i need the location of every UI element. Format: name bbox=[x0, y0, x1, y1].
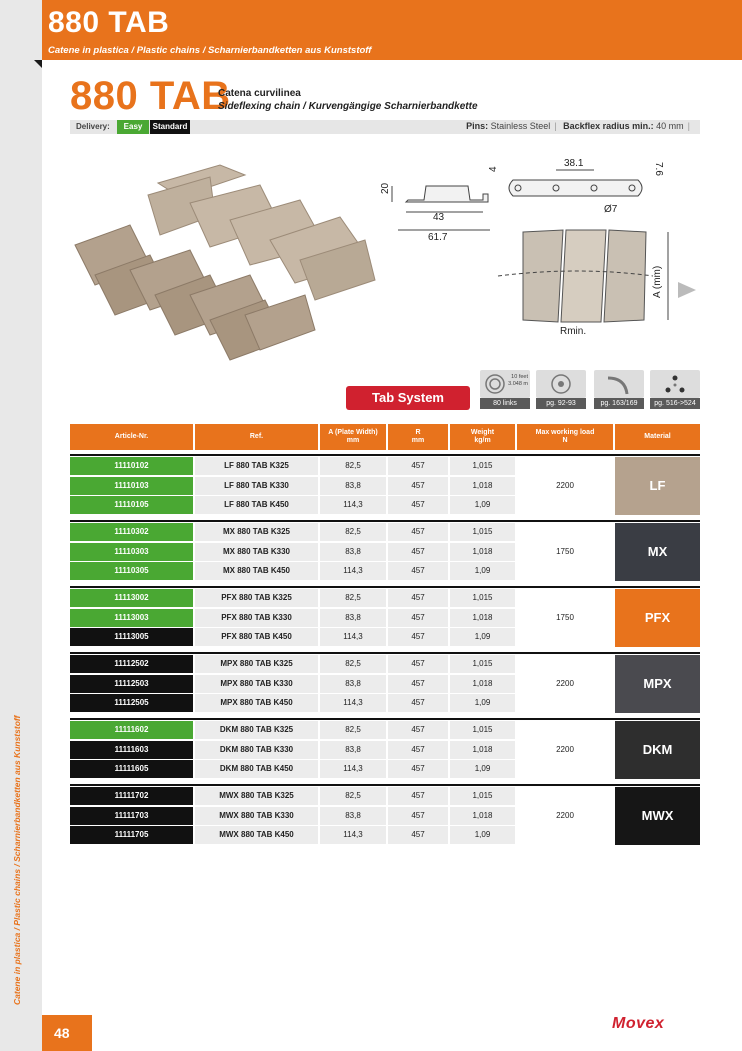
dim-38-1: 38.1 bbox=[564, 158, 584, 169]
weight-cell: 1,018 bbox=[450, 741, 515, 759]
chain-product-image bbox=[70, 155, 380, 380]
radius-cell: 457 bbox=[388, 760, 448, 778]
material-swatch: MWX bbox=[615, 787, 700, 845]
sprocket-icon bbox=[536, 370, 586, 398]
radius-cell: 457 bbox=[388, 741, 448, 759]
col-header-load bbox=[517, 424, 613, 450]
ref-cell: MX 880 TAB K330 bbox=[195, 543, 318, 561]
delivery-bar bbox=[70, 120, 700, 134]
plate-width-cell: 82,5 bbox=[320, 589, 386, 607]
material-swatch: MX bbox=[615, 523, 700, 581]
plate-width-cell: 82,5 bbox=[320, 457, 386, 475]
radius-cell: 457 bbox=[388, 721, 448, 739]
weight-cell: 1,018 bbox=[450, 807, 515, 825]
dim-20: 20 bbox=[380, 182, 391, 194]
delivery-label: Delivery: bbox=[76, 122, 110, 131]
backflex-label: Backflex radius min.: bbox=[563, 121, 654, 131]
ref-cell: MPX 880 TAB K450 bbox=[195, 694, 318, 712]
ref-cell: MX 880 TAB K450 bbox=[195, 562, 318, 580]
technical-drawings bbox=[378, 150, 708, 340]
material-swatch: DKM bbox=[615, 721, 700, 779]
weight-cell: 1,015 bbox=[450, 589, 515, 607]
plate-width-cell: 114,3 bbox=[320, 628, 386, 646]
article-number-cell: 11110302 bbox=[70, 523, 193, 541]
side-category-text: Catene in plastica / Plastic chains / Scharnierbandketten aus Kunststoff bbox=[12, 715, 22, 1005]
max-load-cell: 2200 bbox=[556, 679, 574, 688]
group-divider bbox=[70, 520, 700, 522]
radius-cell: 457 bbox=[388, 496, 448, 514]
weight-cell: 1,018 bbox=[450, 477, 515, 495]
article-number-cell: 11113003 bbox=[70, 609, 193, 627]
col-header-load-unit: N bbox=[562, 437, 568, 444]
radius-cell: 457 bbox=[388, 807, 448, 825]
col-header-weight-label: Weight bbox=[470, 429, 495, 436]
weight-cell: 1,015 bbox=[450, 787, 515, 805]
col-header-r bbox=[388, 424, 448, 450]
dim-o7: Ø7 bbox=[604, 204, 618, 215]
coil-note-feet: 10 feet bbox=[511, 374, 528, 380]
tab-system-badge: Tab System bbox=[346, 386, 470, 410]
sprocket-label: pg. 92-93 bbox=[536, 398, 586, 409]
col-header-article: Article-Nr. bbox=[70, 424, 193, 450]
article-number-cell: 11111603 bbox=[70, 741, 193, 759]
ref-cell: DKM 880 TAB K325 bbox=[195, 721, 318, 739]
col-header-load-label: Max working load bbox=[535, 429, 595, 436]
page-number: 48 bbox=[42, 1015, 92, 1051]
dim-4: 4 bbox=[488, 166, 499, 172]
article-number-cell: 11110103 bbox=[70, 477, 193, 495]
article-number-cell: 11111602 bbox=[70, 721, 193, 739]
header-subtitle: Catene in plastica / Plastic chains / Scharnierbandketten aus Kunststoff bbox=[48, 45, 372, 56]
weight-cell: 1,015 bbox=[450, 457, 515, 475]
pins-value: Stainless Steel bbox=[490, 121, 551, 131]
weight-cell: 1,018 bbox=[450, 543, 515, 561]
max-load-cell: 1750 bbox=[556, 547, 574, 556]
article-number-cell: 11111702 bbox=[70, 787, 193, 805]
radius-cell: 457 bbox=[388, 694, 448, 712]
article-number-cell: 11112505 bbox=[70, 694, 193, 712]
product-name-en: Sideflexing chain / Kurvengängige Scharnierbandkette bbox=[218, 101, 478, 112]
pins-label: Pins: bbox=[466, 121, 489, 131]
accessories-label: pg. 516->524 bbox=[650, 398, 700, 409]
curve-track-label: pg. 163/169 bbox=[594, 398, 644, 409]
accessories-icon bbox=[650, 370, 700, 398]
ref-cell: PFX 880 TAB K330 bbox=[195, 609, 318, 627]
article-number-cell: 11111703 bbox=[70, 807, 193, 825]
weight-cell: 1,018 bbox=[450, 675, 515, 693]
weight-cell: 1,015 bbox=[450, 523, 515, 541]
article-number-cell: 11110305 bbox=[70, 562, 193, 580]
plate-width-cell: 83,8 bbox=[320, 609, 386, 627]
plate-width-cell: 114,3 bbox=[320, 496, 386, 514]
radius-cell: 457 bbox=[388, 457, 448, 475]
dim-61-7: 61.7 bbox=[428, 232, 448, 243]
weight-cell: 1,015 bbox=[450, 721, 515, 739]
radius-cell: 457 bbox=[388, 562, 448, 580]
article-number-cell: 11110102 bbox=[70, 457, 193, 475]
ref-cell: MX 880 TAB K325 bbox=[195, 523, 318, 541]
ref-cell: DKM 880 TAB K330 bbox=[195, 741, 318, 759]
product-name-it: Catena curvilinea bbox=[218, 88, 301, 99]
radius-cell: 457 bbox=[388, 477, 448, 495]
group-divider bbox=[70, 718, 700, 720]
col-header-ref: Ref. bbox=[195, 424, 318, 450]
col-header-a bbox=[320, 424, 386, 450]
plate-width-cell: 82,5 bbox=[320, 655, 386, 673]
col-header-weight bbox=[450, 424, 515, 450]
ref-cell: MWX 880 TAB K450 bbox=[195, 826, 318, 844]
max-load-cell: 2200 bbox=[556, 745, 574, 754]
article-number-cell: 11111705 bbox=[70, 826, 193, 844]
plate-width-cell: 82,5 bbox=[320, 721, 386, 739]
radius-cell: 457 bbox=[388, 543, 448, 561]
article-number-cell: 11112503 bbox=[70, 675, 193, 693]
standard-badge: Standard bbox=[150, 120, 190, 134]
ref-cell: DKM 880 TAB K450 bbox=[195, 760, 318, 778]
ref-cell: MWX 880 TAB K325 bbox=[195, 787, 318, 805]
weight-cell: 1,018 bbox=[450, 609, 515, 627]
article-number-cell: 11112502 bbox=[70, 655, 193, 673]
ref-cell: LF 880 TAB K450 bbox=[195, 496, 318, 514]
dim-a: A (mm) bbox=[652, 265, 663, 298]
radius-cell: 457 bbox=[388, 523, 448, 541]
pins-info: Pins: Stainless Steel | Backflex radius min.: 40 mm | bbox=[466, 121, 690, 131]
col-header-a-label: A (Plate Width) bbox=[328, 429, 378, 436]
group-divider bbox=[70, 652, 700, 654]
plate-width-cell: 83,8 bbox=[320, 477, 386, 495]
plate-width-cell: 114,3 bbox=[320, 694, 386, 712]
ref-cell: MPX 880 TAB K325 bbox=[195, 655, 318, 673]
plate-width-cell: 83,8 bbox=[320, 741, 386, 759]
col-header-a-unit: mm bbox=[346, 437, 360, 444]
plate-width-cell: 83,8 bbox=[320, 543, 386, 561]
ref-cell: MWX 880 TAB K330 bbox=[195, 807, 318, 825]
plate-width-cell: 114,3 bbox=[320, 826, 386, 844]
coil-note-meters: 3.048 m bbox=[508, 381, 528, 387]
dim-7-6: 7.6 bbox=[653, 162, 664, 176]
col-header-r-unit: mm bbox=[411, 437, 425, 444]
movex-logo: Movex bbox=[612, 1015, 665, 1032]
radius-cell: 457 bbox=[388, 826, 448, 844]
group-divider bbox=[70, 454, 700, 456]
curve-track-icon bbox=[594, 370, 644, 398]
radius-cell: 457 bbox=[388, 675, 448, 693]
col-header-r-label: R bbox=[415, 429, 421, 436]
backflex-value: 40 mm bbox=[656, 121, 684, 131]
article-number-cell: 11113005 bbox=[70, 628, 193, 646]
weight-cell: 1,015 bbox=[450, 655, 515, 673]
group-divider bbox=[70, 586, 700, 588]
weight-cell: 1,09 bbox=[450, 628, 515, 646]
plate-width-cell: 83,8 bbox=[320, 807, 386, 825]
coil-icon bbox=[480, 370, 530, 398]
material-swatch: PFX bbox=[615, 589, 700, 647]
header-title: 880 TAB bbox=[48, 6, 170, 39]
coil-label: 80 links bbox=[480, 398, 530, 409]
radius-cell: 457 bbox=[388, 787, 448, 805]
easy-badge: Easy bbox=[117, 120, 149, 134]
dim-43: 43 bbox=[433, 212, 445, 223]
product-title: 880 TAB bbox=[70, 74, 231, 118]
plate-width-cell: 83,8 bbox=[320, 675, 386, 693]
coil-note bbox=[504, 374, 528, 388]
material-swatch: MPX bbox=[615, 655, 700, 713]
radius-cell: 457 bbox=[388, 589, 448, 607]
ref-cell: LF 880 TAB K325 bbox=[195, 457, 318, 475]
plate-width-cell: 82,5 bbox=[320, 523, 386, 541]
weight-cell: 1,09 bbox=[450, 826, 515, 844]
material-swatch: LF bbox=[615, 457, 700, 515]
max-load-cell: 2200 bbox=[556, 481, 574, 490]
max-load-cell: 2200 bbox=[556, 811, 574, 820]
article-number-cell: 11110303 bbox=[70, 543, 193, 561]
header-band bbox=[42, 0, 742, 60]
dim-rmin: Rmin. bbox=[560, 326, 587, 337]
ref-cell: LF 880 TAB K330 bbox=[195, 477, 318, 495]
radius-cell: 457 bbox=[388, 655, 448, 673]
weight-cell: 1,09 bbox=[450, 496, 515, 514]
ref-cell: PFX 880 TAB K450 bbox=[195, 628, 318, 646]
plate-width-cell: 114,3 bbox=[320, 562, 386, 580]
plate-width-cell: 114,3 bbox=[320, 760, 386, 778]
col-header-material: Material bbox=[615, 424, 700, 450]
max-load-cell: 1750 bbox=[556, 613, 574, 622]
radius-cell: 457 bbox=[388, 628, 448, 646]
header-corner bbox=[34, 60, 42, 68]
group-divider bbox=[70, 784, 700, 786]
weight-cell: 1,09 bbox=[450, 562, 515, 580]
article-number-cell: 11110105 bbox=[70, 496, 193, 514]
article-number-cell: 11111605 bbox=[70, 760, 193, 778]
ref-cell: PFX 880 TAB K325 bbox=[195, 589, 318, 607]
col-header-weight-unit: kg/m bbox=[474, 437, 491, 444]
plate-width-cell: 82,5 bbox=[320, 787, 386, 805]
article-number-cell: 11113002 bbox=[70, 589, 193, 607]
radius-cell: 457 bbox=[388, 609, 448, 627]
ref-cell: MPX 880 TAB K330 bbox=[195, 675, 318, 693]
weight-cell: 1,09 bbox=[450, 694, 515, 712]
weight-cell: 1,09 bbox=[450, 760, 515, 778]
